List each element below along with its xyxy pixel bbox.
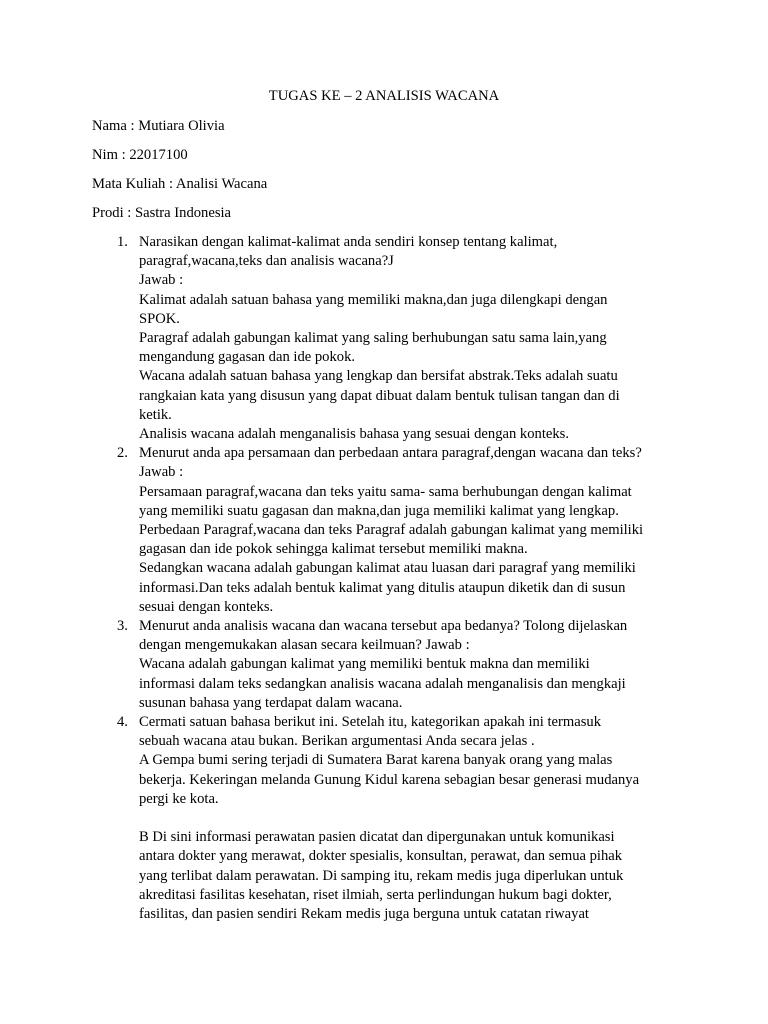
text-line: Narasikan dengan kalimat-kalimat anda sendiri konsep tentang kalimat, bbox=[139, 234, 558, 250]
text-line: Persamaan paragraf,wacana dan teks yaitu sama- sama berhubungan dengan kalimat bbox=[139, 483, 632, 500]
meta-label: Mata Kuliah : bbox=[92, 176, 176, 192]
meta-value: Sastra Indonesia bbox=[134, 205, 232, 221]
text-line: Menurut anda apa persamaan dan perbedaan antara paragraf,dengan wacana dan teks? bbox=[139, 445, 642, 462]
question-item bbox=[0, 444, 679, 617]
text-line: Sedangkan wacana adalah gabungan kalimat atau luasan dari paragraf yang memiliki bbox=[139, 560, 636, 577]
question-number: 2. bbox=[117, 445, 128, 462]
text-line: ketik. bbox=[139, 406, 172, 423]
meta-program bbox=[92, 204, 231, 223]
question-item bbox=[0, 233, 679, 444]
text-line: Kalimat adalah satuan bahasa yang memiliki makna,dan juga dilengkapi dengan bbox=[139, 291, 608, 308]
text-line bbox=[139, 809, 679, 828]
text-line: Wacana adalah satuan bahasa yang lengkap dan bersifat abstrak.Teks adalah suatu bbox=[139, 368, 618, 385]
text-line: informasi dalam teks sedangkan analisis wacana adalah menganalisis dan mengkaji bbox=[139, 675, 626, 692]
text-line: sesuai dengan konteks. bbox=[139, 598, 274, 615]
meta-value: 22017100 bbox=[129, 147, 188, 163]
text-line: gagasan dan ide pokok sehingga kalimat tersebut memiliki makna. bbox=[139, 541, 528, 558]
meta-value: Analisi Wacana bbox=[175, 176, 268, 192]
text-line: antara dokter yang merawat, dokter spesialis, konsultan, perawat, dan semua pihak bbox=[139, 848, 623, 865]
text-line: Perbedaan Paragraf,wacana dan teks Paragraf adalah gabungan kalimat yang memiliki bbox=[139, 522, 644, 539]
question-number: 4. bbox=[117, 714, 128, 731]
question-item bbox=[0, 713, 679, 924]
text-line: susunan bahasa yang terdapat dalam wacana. bbox=[139, 694, 403, 711]
text-line: yang memiliki suatu gagasan dan makna,dan juga memiliki kalimat yang lengkap. bbox=[139, 502, 619, 519]
question-list bbox=[0, 233, 768, 924]
text-line: yang terlibat dalam perawatan. Di samping itu, rekam medis juga diperlukan untuk bbox=[139, 867, 624, 884]
question-item bbox=[0, 617, 679, 713]
text-line: mengandung gagasan dan ide pokok. bbox=[139, 349, 356, 366]
text-line: fasilitas, dan pasien sendiri Rekam medis juga berguna untuk catatan riwayat bbox=[139, 906, 589, 923]
meta-label: Nim : bbox=[92, 147, 129, 163]
meta-nim bbox=[92, 146, 188, 165]
question-number: 1. bbox=[117, 234, 128, 250]
document-title: TUGAS KE – 2 ANALISIS WACANA bbox=[268, 88, 500, 104]
question-number: 3. bbox=[117, 618, 128, 635]
meta-label: Nama : bbox=[92, 118, 138, 134]
text-line: Jawab : bbox=[139, 464, 184, 481]
meta-name bbox=[92, 117, 225, 136]
text-line: Cermati satuan bahasa berikut ini. Setelah itu, kategorikan apakah ini termasuk bbox=[139, 714, 601, 731]
text-line: SPOK. bbox=[139, 310, 180, 327]
text-line: Paragraf adalah gabungan kalimat yang saling berhubungan satu sama lain,yang bbox=[139, 330, 607, 347]
text-line: pergi ke kota. bbox=[139, 790, 219, 807]
text-line: Analisis wacana adalah menganalisis bahasa yang sesuai dengan konteks. bbox=[139, 426, 569, 443]
text-line: dengan mengemukakan alasan secara keilmuan? Jawab : bbox=[139, 637, 470, 654]
text-line: A Gempa bumi sering terjadi di Sumatera Barat karena banyak orang yang malas bbox=[139, 752, 613, 769]
meta-label: Prodi : bbox=[92, 205, 135, 221]
text-line: Wacana adalah gabungan kalimat yang memiliki bentuk makna dan memiliki bbox=[139, 656, 590, 673]
text-line: bekerja. Kekeringan melanda Gunung Kidul karena sebagian besar generasi mudanya bbox=[139, 771, 640, 788]
text-line: paragraf,wacana,teks dan analisis wacana?J bbox=[139, 253, 394, 270]
text-line: Jawab : bbox=[139, 272, 184, 289]
meta-course bbox=[92, 175, 267, 194]
text-line: B Di sini informasi perawatan pasien dicatat dan dipergunakan untuk komunikasi bbox=[139, 829, 615, 846]
text-line: rangkaian kata yang disusun yang dapat dibuat dalam bentuk tulisan tangan dan di bbox=[139, 387, 620, 404]
text-line: akreditasi fasilitas kesehatan, riset ilmiah, serta perlindungan hukum bagi dokter, bbox=[139, 886, 612, 903]
text-line: informasi.Dan teks adalah bentuk kalimat yang ditulis ataupun diketik dan di susun bbox=[139, 579, 626, 596]
text-line: sebuah wacana atau bukan. Berikan argumentasi Anda secara jelas . bbox=[139, 733, 535, 750]
text-line: Menurut anda analisis wacana dan wacana tersebut apa bedanya? Tolong dijelaskan bbox=[139, 618, 628, 635]
meta-value: Mutiara Olivia bbox=[138, 118, 225, 134]
